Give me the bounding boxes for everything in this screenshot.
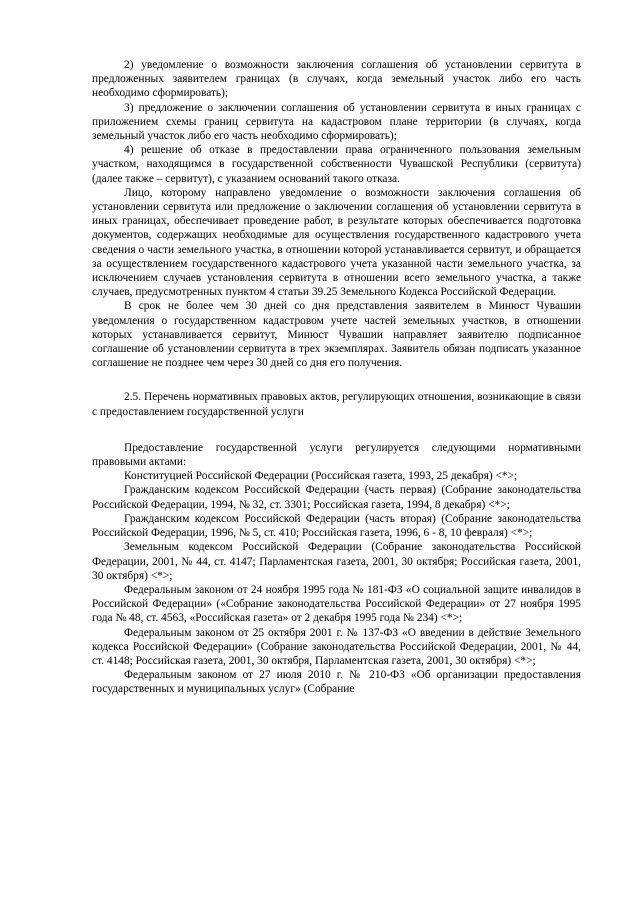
paragraph-item-4-refusal: 4) решение об отказе в предоставлении права ограниченного пользования земельным участком, находящимся в государственной собственности Чувашской Республики (сервитута) (далее также – сервитут), с указанием оснований такого отказа. [92,144,581,185]
paragraph-law-137fz: Федеральным законом от 25 октября 2001 г. № 137-ФЗ «О введении в действие Земельного кодекса Российской Федерации» (Собрание законодательства Российской Федерации, 2001, № 44, ст. 4148; Российская газета, 2001, 30 октября, Парламентская газета, 2001, 30 октября) <*>; [92,626,581,667]
document-body [92,58,581,697]
paragraph-item-2-notice: 2) уведомление о возможности заключения соглашения об установлении сервитута в предложенных заявителем границах (в случаях, когда земельный участок либо его часть необходимо сформировать); [92,59,581,100]
paragraph-civil-code-part1: Гражданским кодексом Российской Федерации (часть первая) (Собрание законодательства Российской Федерации, 1994, № 32, ст. 3301; Российская газета, 1994, 8 декабря) <*>; [92,484,581,511]
paragraph-law-210fz: Федеральным законом от 27 июля 2010 г. № 210-ФЗ «Об организации предоставления государственных и муниципальных услуг» (Собрание [92,669,581,696]
paragraph-cadastral-work: Лицо, которому направлено уведомление о возможности заключения соглашения об установлении сервитута или предложение о заключении соглашения об установлении сервитута в иных границах, обеспечивает проведение работ, в результате которых обеспечивается подготовка документов, содержащих необходимые для осуществления государственного кадастрового учета сведения о части земельного участка, в отношении которой устанавливается сервитут, и обращается за осуществлением государственного кадастрового учета указанной части земельного участка, за исключением случаев установления сервитута в отношении всего земельного участка, а также случаев, предусмотренных пунктом 4 статьи 39.25 Земельного Кодекса Российской Федерации. [92,186,581,299]
paragraph-land-code: Земельным кодексом Российской Федерации (Собрание законодательства Российской Федерации, 2001, № 44, ст. 4147; Парламентская газета, 2001, 30 октября; Российская газета, 2001, 30 октября) <*>; [92,541,581,582]
paragraph-agreement-deadline: В срок не более чем 30 дней со дня представления заявителем в Минюст Чувашии уведомления о государственном кадастровом учете частей земельных участков, в отношении которых устанавливается сервитут, Минюст Чувашии направляет заявителю подписанное соглашение об установлении сервитута в трех экземплярах. Заявитель обязан подписать указанное соглашение не позднее чем через 30 дней со дня его получения. [92,300,581,370]
paragraph-constitution: Конституцией Российской Федерации (Российская газета, 1993, 25 декабря) <*>; [124,470,518,483]
paragraph-legal-acts-intro: Предоставление государственной услуги регулируется следующими нормативными правовыми актами: [92,441,581,469]
paragraph-item-3-proposal: 3) предложение о заключении соглашения об установлении сервитута в иных границах с приложением схемы границ сервитута на кадастровом плане территории (в случаях, когда земельный участок либо его часть необходимо сформировать); [92,101,581,143]
paragraph-law-181fz: Федеральным законом от 24 ноября 1995 года № 181-ФЗ «О социальной защите инвалидов в Российской Федерации» («Собрание законодательства Российской Федерации» от 27 ноября 1995 года № 48, ст. 4563, «Российская газета» от 2 декабря 1995 года № 234) <*>; [92,583,581,625]
paragraph-civil-code-part2: Гражданским кодексом Российской Федерации (часть вторая) (Собрание законодательства Российской Федерации, 1996, № 5, ст. 410; Российская газета, 1996, 6 - 8, 10 февраля) <*>; [92,512,581,540]
section-heading-2-5: 2.5. Перечень нормативных правовых актов, регулирующих отношения, возникающие в связи с предоставлением государственной услуги [92,391,581,418]
